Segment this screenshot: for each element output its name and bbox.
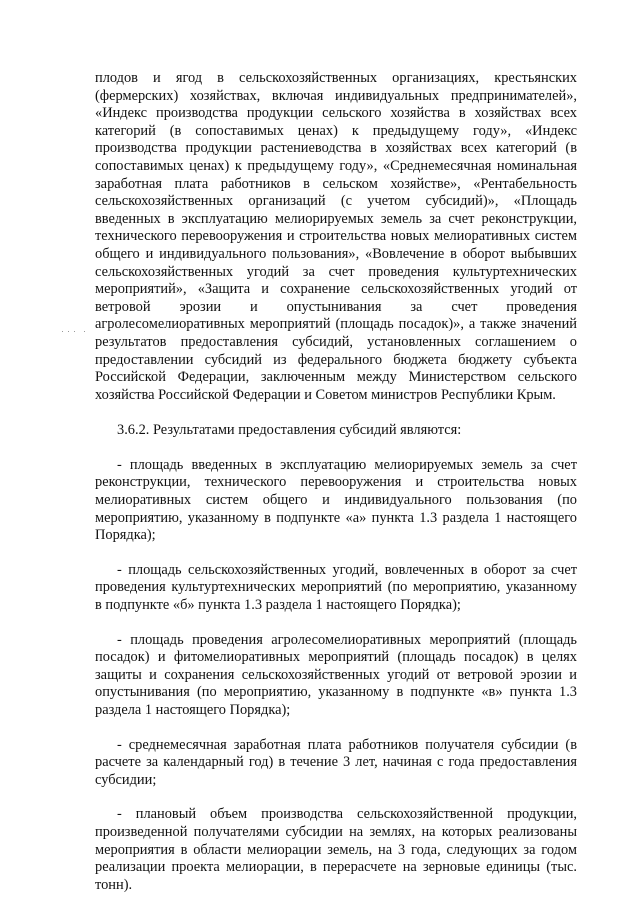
result-item-2: - площадь сельскохозяйственных угодий, вовлеченных в оборот за счет проведения культуртехнических мероприятий (по мероприятию, указанному в подпункте «б» пункта 1.3 раздела 1 настоящего Порядка); bbox=[95, 561, 577, 614]
scan-speck bbox=[74, 331, 75, 332]
result-item-3: - площадь проведения агролесомелиоративных мероприятий (площадь посадок) и фитомелиоративных мероприятий (площадь посадок) в целях защиты и сохранения сельскохозяйственных угодий от ветровой эрозии и опустынивания (по мероприятию, указанному в подпункте «в» пункта 1.3 раздела 1 настоящего Порядка); bbox=[95, 631, 577, 718]
intro-paragraph: плодов и ягод в сельскохозяйственных организациях, крестьянских (фермерских) хозяйствах, включая индивидуальных предпринимателей», «Индекс производства продукции сельского хозяйства в хозяйствах всех категорий (в сопоставимых ценах) к предыдущему году», «Индекс производства продукции растениеводства в хозяйствах всех категорий (в сопоставимых ценах) к предыдущему году», «Среднемесячная номинальная заработная плата работников в сельском хозяйстве», «Рентабельность сельскохозяйственных организаций (с учетом субсидий)», «Площадь введенных в эксплуатацию мелиорируемых земель за счет реконструкции, технического перевооружения и строительства новых мелиоративных систем общего и индивидуального пользования», «Вовлечение в оборот выбывших сельскохозяйственных угодий за счет проведения культуртехнических мероприятий», «Защита и сохранение сельскохозяйственных угодий от ветровой эрозии и опустынивания за счет проведения агролесомелиоративных мероприятий (площадь посадок)», а также значений результатов предоставления субсидий, установленных соглашением о предоставлении субсидий из федерального бюджета бюджету субъекта Российской Федерации, заключенным между Министерством сельского хозяйства Российской Федерации и Советом министров Республики Крым. bbox=[95, 70, 577, 403]
result-item-1: - площадь введенных в эксплуатацию мелиорируемых земель за счет реконструкции, технического перевооружения и строительства новых мелиоративных систем общего и индивидуального пользования (по мероприятию, указанному в подпункте «а» пункта 1.3 раздела 1 настоящего Порядка); bbox=[95, 456, 577, 544]
scan-speck bbox=[68, 331, 69, 332]
result-item-4: - среднемесячная заработная плата работников получателя субсидии (в расчете за календарный год) в течение 3 лет, начиная с года предоставления субсидии; bbox=[95, 736, 577, 788]
scan-speck bbox=[62, 331, 63, 332]
result-item-5: - плановый объем производства сельскохозяйственной продукции, произведенной получателями субсидии на землях, на которых реализованы мероприятия в области мелиорации земель, на 3 года, следующих за годом реализации проекта мелиорации, в перерасчете на зерновые единицы (тыс. тонн). bbox=[95, 806, 577, 893]
scan-speck bbox=[84, 331, 85, 332]
document-page bbox=[95, 70, 577, 894]
section-heading: 3.6.2. Результатами предоставления субсидий являются: bbox=[117, 422, 462, 439]
